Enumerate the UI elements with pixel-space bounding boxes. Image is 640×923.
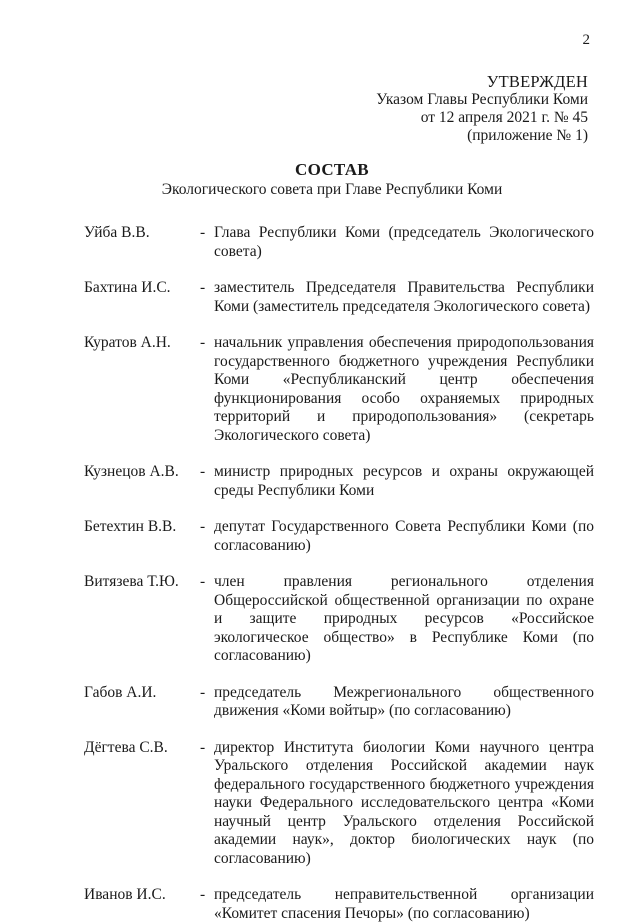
approval-title: УТВЕРЖДЕН	[486, 72, 588, 91]
member-dash: -	[200, 886, 206, 903]
member-row	[84, 518, 594, 555]
member-row	[84, 224, 594, 261]
approval-appendix: (приложение № 1)	[467, 127, 588, 144]
member-name: Бетехтин В.В.	[84, 518, 177, 535]
member-role: министр природных ресурсов и охраны окружающей среды Республики Коми	[214, 463, 594, 499]
member-role: председатель неправительственной организации «Комитет спасения Печоры» (по согласованию)	[214, 886, 594, 922]
member-name: Витязева Т.Ю.	[84, 573, 179, 590]
member-dash: -	[200, 279, 206, 296]
members-list	[84, 224, 594, 923]
member-row	[84, 684, 594, 721]
approval-decree: Указом Главы Республики Коми	[376, 91, 588, 108]
member-row	[84, 279, 594, 316]
member-name: Куратов А.Н.	[84, 334, 171, 351]
member-role: заместитель Председателя Правительства Республики Коми (заместитель председателя Экологического совета)	[214, 279, 594, 315]
member-name: Бахтина И.С.	[84, 279, 171, 296]
approval-stamp	[376, 73, 588, 145]
document-subtitle: Экологического совета при Главе Республики Коми	[161, 181, 503, 198]
member-dash: -	[200, 334, 206, 351]
member-row	[84, 334, 594, 445]
member-dash: -	[200, 683, 206, 701]
member-role: председатель Межрегионального общественного движения «Коми войтыр» (по согласованию)	[214, 683, 594, 719]
member-role: депутат Государственного Совета Республики Коми (по согласованию)	[214, 518, 594, 554]
member-dash: -	[200, 463, 206, 480]
member-dash: -	[200, 573, 206, 590]
member-name: Иванов И.С.	[84, 886, 166, 903]
member-name: Уйба В.В.	[84, 224, 150, 241]
approval-date: от 12 апреля 2021 г. № 45	[420, 109, 588, 126]
member-row	[84, 463, 594, 500]
document-heading	[0, 160, 640, 199]
member-role: начальник управления обеспечения природопользования государственного бюджетного учреждения Республики Коми «Республиканский центр обеспечения функционирования особо охраняемых природных территорий и природопользования» (секретарь Экологического совета)	[214, 334, 594, 444]
member-role: член правления регионального отделения Общероссийской общественной организации по охране и защите природных ресурсов «Российское экологическое общество» в Республике Коми (по согласованию)	[214, 573, 594, 664]
member-role: Глава Республики Коми (председатель Экологического совета)	[214, 224, 594, 260]
member-dash: -	[200, 224, 206, 241]
page-number: 2	[582, 32, 590, 48]
member-row	[84, 739, 594, 869]
member-dash: -	[200, 518, 206, 535]
member-name: Кузнецов А.В.	[84, 463, 179, 480]
member-dash: -	[200, 738, 206, 756]
document-title: СОСТАВ	[295, 160, 369, 179]
member-role: директор Института биологии Коми научного центра Уральского отделения Российской академии наук федерального государственного бюджетного учреждения науки Федерального исследовательского центра «Коми научный центр Уральского отделения Российской академии наук», доктор биологических наук (по согласованию)	[214, 738, 594, 867]
member-name: Габов А.И.	[84, 683, 157, 701]
member-name: Дёгтева С.В.	[84, 738, 168, 756]
member-row	[84, 573, 594, 666]
